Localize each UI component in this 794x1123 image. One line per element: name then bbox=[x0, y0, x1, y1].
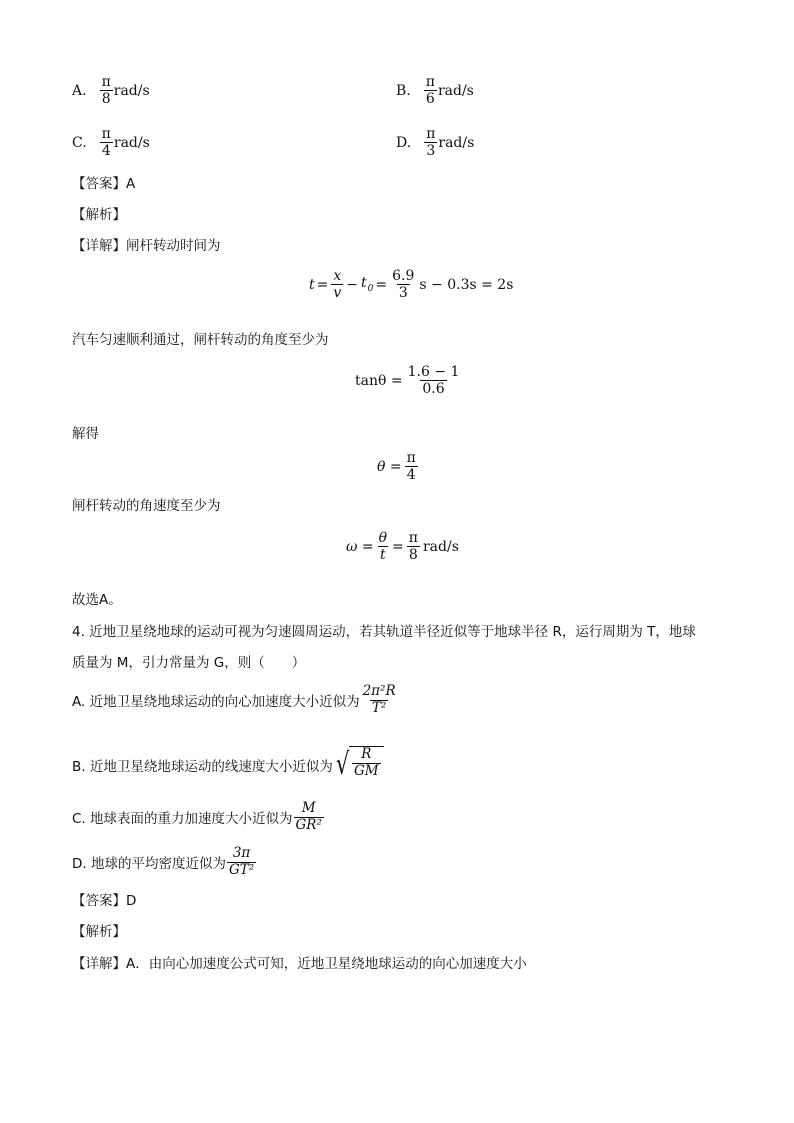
equation-tan: tanθ = $\frac{1.6 - 1}{0.6}$ bbox=[355, 364, 460, 398]
text-car: 汽车匀速顺利通过，闸杆转动的角度至少为 bbox=[72, 332, 329, 348]
option-b bbox=[396, 74, 474, 107]
q4-option-b: B. 近地卫星绕地球运动的线速度大小近似为 √ $\frac{R}{GM}$ bbox=[72, 746, 384, 784]
unit: rad/s bbox=[113, 82, 150, 99]
option-label: B. bbox=[396, 82, 411, 99]
option-label: D. bbox=[396, 134, 412, 151]
q4-option-d: D. 地球的平均密度近似为 $\frac{3\pi}{\text{GT²}}$ bbox=[72, 845, 255, 878]
unit: rad/s bbox=[437, 82, 474, 99]
analysis-label: 【解析】 bbox=[72, 924, 126, 940]
option-a bbox=[72, 74, 150, 107]
unit: rad/s bbox=[438, 134, 475, 151]
answer-label: 【答案】A bbox=[72, 176, 136, 192]
text-solve: 解得 bbox=[72, 426, 99, 442]
sqrt: √ $\frac{R}{GM}$ bbox=[333, 746, 384, 784]
option-label: A. bbox=[72, 82, 87, 99]
detail-text: 【详解】闸杆转动时间为 bbox=[72, 238, 221, 254]
q4-option-c: C. 地球表面的重力加速度大小近似为 $\frac{M}{\text{GR²}}$ bbox=[72, 800, 322, 833]
q4-line1: 4. 近地卫星绕地球的运动可视为匀速圆周运动，若其轨道半径近似等于地球半径 R，运行周期为 T，地球 bbox=[72, 624, 696, 640]
fraction: $\frac{\pi}{3}$ bbox=[426, 126, 436, 160]
fraction: $\frac{\pi}{8}$ bbox=[101, 74, 111, 108]
option-label: C. bbox=[72, 134, 87, 151]
fraction: $\frac{\pi}{4}$ bbox=[101, 126, 111, 160]
unit: rad/s bbox=[113, 134, 150, 151]
fraction: $\frac{\pi}{6}$ bbox=[425, 74, 435, 108]
equation-time: t = $\frac{x}{v}$ − $t_0$ = $\frac{6.9}{3}$ s − 0.3s = 2s bbox=[309, 268, 514, 302]
option-c bbox=[72, 126, 150, 159]
analysis-label: 【解析】 bbox=[72, 207, 126, 223]
answer-label: 【答案】D bbox=[72, 893, 137, 909]
q4-option-a: A. 近地卫星绕地球运动的向心加速度大小近似为 $\frac{\text{2π²R}}{\text{T²}}$ bbox=[72, 683, 396, 716]
detail-text: 【详解】A．由向心加速度公式可知，近地卫星绕地球运动的向心加速度大小 bbox=[72, 956, 527, 972]
equation-omega: ω = $\frac{\theta}{t}$ = $\frac{\pi}{8}$ rad/s bbox=[346, 530, 459, 564]
equation-theta: θ = $\frac{\pi}{4}$ bbox=[377, 450, 416, 484]
option-d bbox=[396, 126, 474, 159]
text-choose: 故选A。 bbox=[72, 592, 122, 608]
q4-line2: 质量为 M，引力常量为 G，则（ ） bbox=[72, 655, 306, 671]
text-omega: 闸杆转动的角速度至少为 bbox=[72, 498, 221, 514]
